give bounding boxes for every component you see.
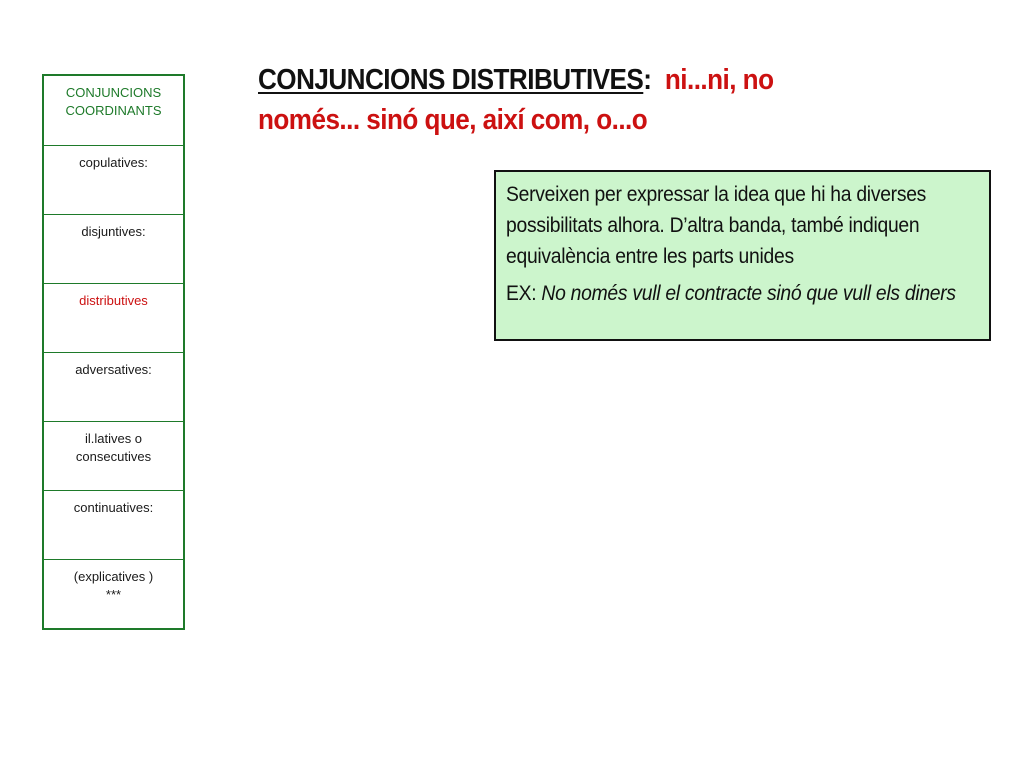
nav-item-distributives[interactable] [44,283,183,352]
nav-item-label: adversatives: [75,362,152,377]
nav-item-label-line2: *** [105,587,122,602]
definition-box [494,170,991,341]
example-text: No només vull el contracte sinó que vull els diners [541,282,956,305]
nav-item-label: continuatives: [73,500,154,515]
nav-item-label: (explicatives ) [73,569,154,584]
nav-header-line2: COORDINANTS [65,103,162,118]
nav-item-explicatives[interactable] [44,559,183,628]
nav-item-illatives[interactable] [44,421,183,490]
nav-item-label-line2: consecutives [75,449,152,464]
nav-header-line1: CONJUNCIONS [65,85,162,100]
page-title [258,60,834,140]
title-colon: : [643,64,652,96]
nav-item-label: copulatives: [79,155,148,170]
nav-item-label: il.latives o [84,431,143,446]
nav-item-label: disjuntives: [81,224,146,239]
conjunction-list: ni...ni, no només... sinó que, així com, o...o [258,64,774,136]
nav-item-copulatives[interactable] [44,145,183,214]
example-label: EX: [506,282,537,305]
nav-item-disjuntives[interactable] [44,214,183,283]
nav-header-cell[interactable] [44,76,183,145]
nav-item-continuatives[interactable] [44,490,183,559]
example-paragraph [506,278,984,309]
nav-item-adversatives[interactable] [44,352,183,421]
title-text: CONJUNCIONS DISTRIBUTIVES [258,64,644,96]
definition-text: Serveixen per expressar la idea que hi ha diverses possibilitats alhora. D’altra banda, també indiquen equivalència entre les parts unides [506,183,927,268]
nav-item-label: distributives [79,293,148,308]
conjunction-nav-table [42,74,185,630]
